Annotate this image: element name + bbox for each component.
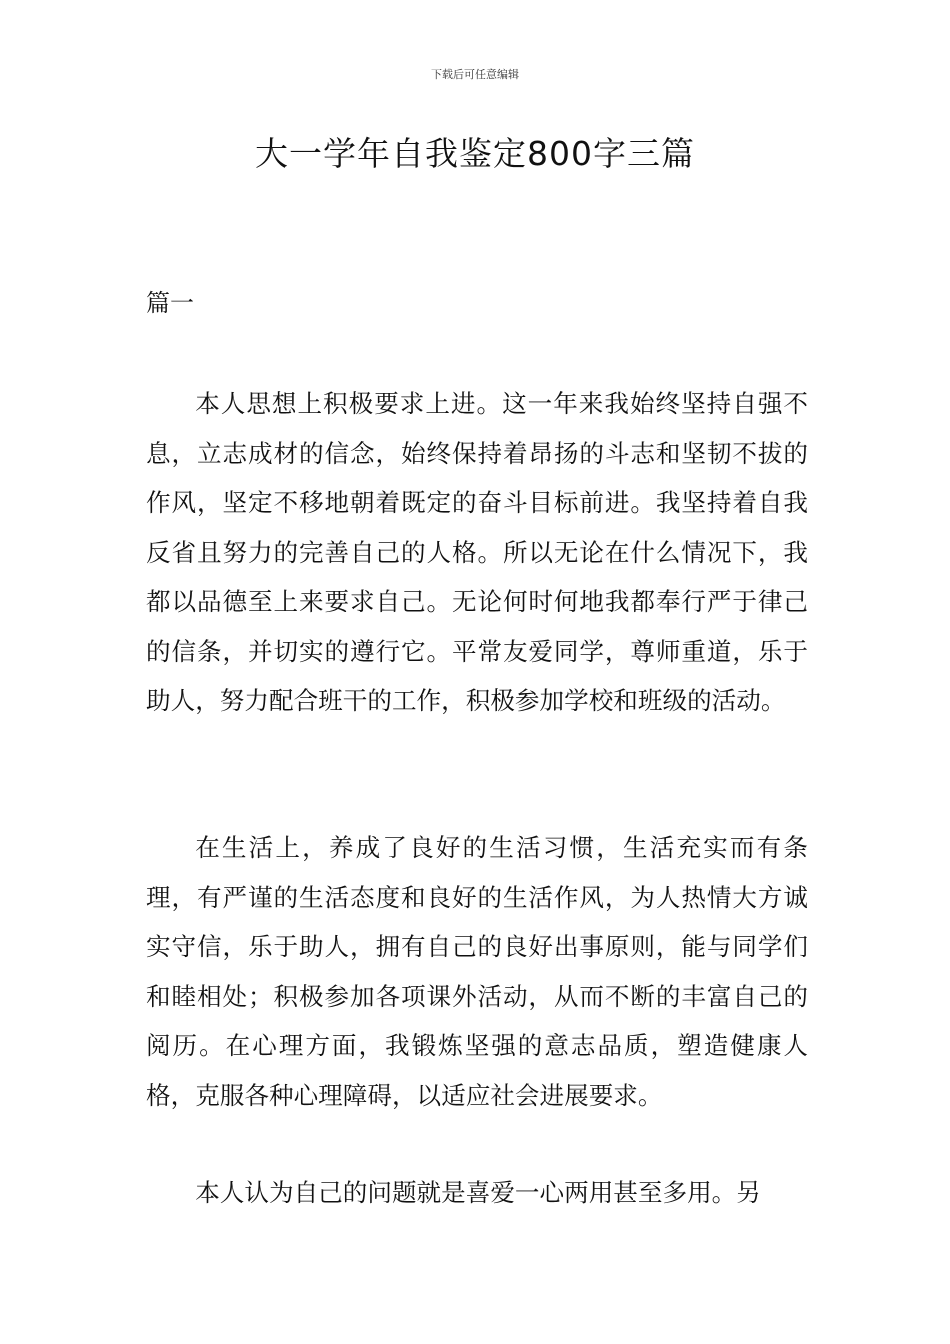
section-heading: 篇一 <box>146 289 194 317</box>
header-note: 下载后可任意编辑 <box>431 68 519 81</box>
document-title: 大一学年自我鉴定800字三篇 <box>255 134 695 173</box>
paragraph-3: 本人认为自己的问题就是喜爱一心两用甚至多用。另 <box>195 1178 761 1207</box>
paragraph-1: 本人思想上积极要求上进。这一年来我始终坚持自强不息，立志成材的信念，始终保持着昂扬的斗志和坚韧不拔的作风，坚定不移地朝着既定的奋斗目标前进。我坚持着自我反省且努力的完善自己的人格。所以无论在什么情况下，我都以品德至上来要求自己。无论何时何地我都奉行严于律己的信条，并切实的遵行它。平常友爱同学，尊师重道，乐于助人，努力配合班干的工作，积极参加学校和班级的活动。 <box>146 389 808 715</box>
paragraph-2: 在生活上，养成了良好的生活习惯，生活充实而有条理，有严谨的生活态度和良好的生活作风，为人热情大方诚实守信，乐于助人，拥有自己的良好出事原则，能与同学们和睦相处；积极参加各项课外活动，从而不断的丰富自己的阅历。在心理方面，我锻炼坚强的意志品质，塑造健康人格，克服各种心理障碍，以适应社会进展要求。 <box>146 833 808 1110</box>
